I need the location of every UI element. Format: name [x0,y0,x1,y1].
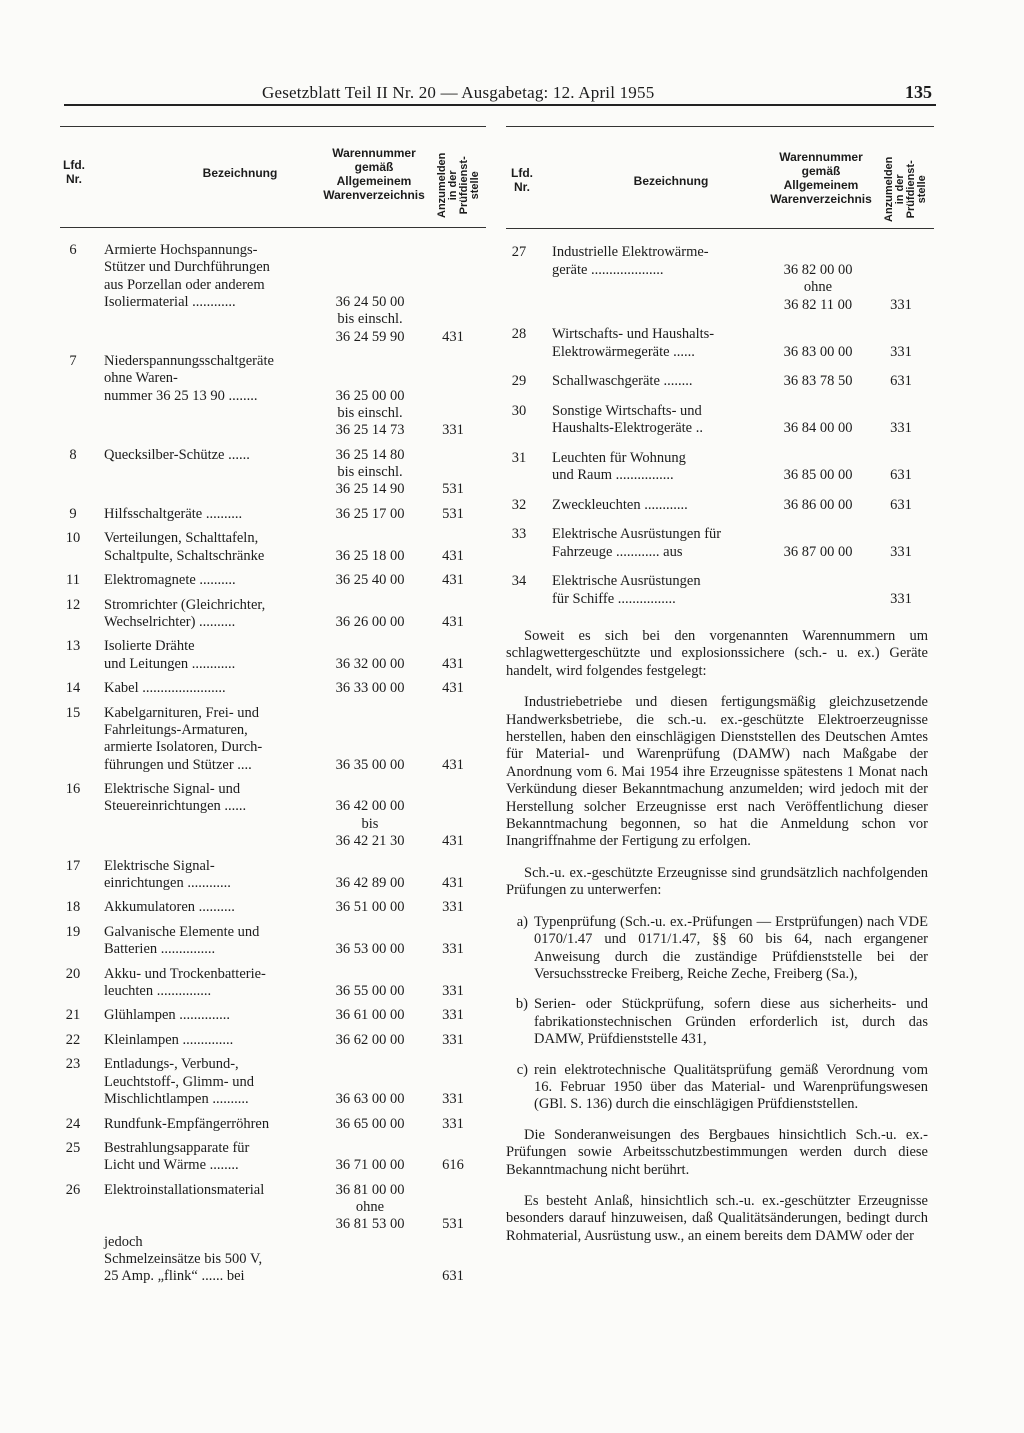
item-designation: Elektrische Signal- [104,857,215,874]
test-office-code: 331 [890,343,912,360]
item-designation: Steuereinrichtungen ...... [104,798,247,815]
item-designation: Akkumulatoren .......... [104,899,235,916]
table-row [60,924,486,959]
commodity-number: 36 82 00 00 [783,261,853,278]
table-row [506,450,934,485]
commodity-number: 36 63 00 00 [335,1090,405,1107]
table-top-rule [60,126,486,127]
item-designation: jedoch [104,1233,143,1250]
row-number: 28 [511,326,527,342]
commodity-number: 36 24 59 90 [335,328,405,345]
table-row [60,1182,486,1286]
header-anzumelden: Anzumelden in der Prüfdienst- stelle [436,152,481,218]
test-office-code: 431 [442,328,464,345]
list-item-label: a) [516,913,528,930]
commodity-number: 36 25 17 00 [335,505,405,522]
commodity-number: 36 33 00 00 [335,680,405,697]
table-row [506,526,934,561]
item-designation: nummer 36 25 13 90 ........ [104,387,258,404]
item-designation: Armierte Hochspannungs- [104,242,258,258]
table-row [60,966,486,1001]
table-row [506,244,934,314]
test-office-code: 431 [442,874,464,891]
paragraph: Soweit es sich bei den vorgenannten Warennummern um schlagwettergeschützte und explosionssichere (sch.- u. ex.) Geräte handelt, wird folgendes festgelegt: [506,628,928,679]
test-office-code: 431 [442,572,464,589]
row-number: 20 [65,965,81,982]
table-header-rule [60,227,486,228]
item-designation: Schaltpulte, Schaltschränke [104,547,265,564]
list-item-text: Serien- oder Stückprüfung, sofern diese aus sicherheits- und fabrikationstechnischen Gründen erforderlich ist, durch das DAMW, Prüfdienststelle 431, [534,996,928,1048]
list-item-label: b) [515,996,528,1013]
commodity-number: 36 42 21 30 [335,832,405,849]
test-office-code: 631 [890,467,912,483]
item-designation: Schallwaschgeräte ........ [552,373,693,389]
commodity-number: 36 83 00 00 [783,343,853,360]
item-designation: Rundfunk-Empfängerröhren [104,1115,270,1132]
test-office-code: 431 [442,680,464,697]
row-number: 24 [65,1115,81,1132]
item-designation: Licht und Wärme ........ [104,1157,239,1174]
test-office-code: 331 [442,1090,464,1107]
paragraph: Es besteht Anlaß, hinsichtlich sch.-u. ex.-geschützter Erzeugnisse besonders darauf hinzuweisen, daß Qualitätsänderungen, bedingt durch Rohmaterial, Ausrüstung usw., an einem bereits dem DAMW oder der [506,1192,928,1244]
commodity-number: 36 87 00 00 [783,543,853,560]
test-office-code: 631 [890,373,912,389]
header-bezeichnung: Bezeichnung [202,166,278,180]
test-office-code: 631 [442,1268,464,1285]
commodity-number: bis einschl. [337,463,403,480]
item-designation: führungen und Stützer .... [104,756,252,773]
table-row [60,1007,486,1024]
test-office-code: 331 [442,422,464,439]
table-row [60,705,486,774]
commodity-number: 36 51 00 00 [335,899,405,916]
table-row [60,781,486,850]
item-designation: für Schiffe ................ [552,590,676,607]
item-designation: Sonstige Wirtschafts- und [552,402,702,419]
test-office-code: 531 [442,505,464,522]
test-office-code: 331 [890,590,912,607]
commodity-number: 36 32 00 00 [335,655,405,672]
test-office-code: 331 [442,1007,464,1024]
commodity-number: 36 82 11 00 [783,296,853,313]
table-row [60,899,486,916]
table-row [60,530,486,565]
row-number: 32 [511,496,527,513]
item-designation: Elektrowärmegeräte ...... [552,343,695,360]
list-item [506,1062,928,1114]
commodity-number: 36 25 14 90 [335,481,405,498]
header-warennummer: Warennummer gemäß Allgemeinem Warenverzeichnis [770,150,872,206]
commodity-number: 36 42 00 00 [335,798,405,815]
row-number: 16 [65,781,81,798]
row-number: 8 [69,446,77,463]
item-designation: Fahrzeuge ............ aus [552,543,683,560]
row-number: 34 [511,573,527,589]
commodity-number: 36 35 00 00 [335,756,405,773]
item-designation: ohne Waren- [104,370,178,387]
item-designation: Verteilungen, Schalttafeln, [104,530,259,547]
item-designation: Leuchtstoff-, Glimm- und [104,1073,254,1090]
list-item-text: rein elektrotechnische Qualitätsprüfung gemäß Verordnung vom 16. Februar 1950 über das Material- und Warenprüfungswesen (GBl. S. 136) durch die einschlägigen Prüfdienststellen. [534,1061,928,1113]
row-number: 17 [65,857,81,874]
item-designation: 25 Amp. „flink“ ...... bei [104,1268,245,1285]
table-row [60,572,486,589]
item-designation: Elektrische Ausrüstungen [552,573,701,589]
commodity-number: 36 86 00 00 [783,496,853,513]
row-number: 11 [66,572,80,589]
item-designation: armierte Isolatoren, Durch- [104,739,263,756]
list-item [506,996,928,1048]
item-designation: Hilfsschaltgeräte .......... [104,505,243,522]
row-number: 18 [65,899,81,916]
header-bezeichnung: Bezeichnung [633,174,709,188]
item-designation: und Leitungen ............ [104,655,236,672]
row-number: 31 [511,449,527,466]
item-designation: Galvanische Elemente und [104,923,260,940]
commodity-number: 36 83 78 50 [783,373,853,389]
test-office-code: 331 [442,941,464,958]
header-rule [64,104,936,106]
item-designation: Glühlampen .............. [104,1007,231,1024]
commodity-number: 36 65 00 00 [335,1115,405,1132]
list-item [506,914,928,984]
table-row [506,403,934,438]
row-number: 33 [511,526,527,542]
row-number: 19 [65,923,81,940]
test-office-code: 331 [442,1115,464,1132]
header-title: Gesetzblatt Teil II Nr. 20 — Ausgabetag: 12. April 1955 [262,83,655,102]
row-number: 22 [65,1031,81,1048]
test-office-code: 331 [442,899,464,916]
item-designation: Isolierte Drähte [104,638,195,655]
item-designation: Kleinlampen .............. [104,1031,234,1048]
item-designation: aus Porzellan oder anderem [104,276,265,293]
table-header-rule [506,228,934,229]
item-designation: Mischlichtlampen .......... [104,1090,249,1107]
header-anzumelden: Anzumelden in der Prüfdienst- stelle [883,156,928,222]
commodity-number: bis einschl. [337,311,403,328]
commodity-number: ohne [355,1199,385,1216]
table-row [60,858,486,893]
item-designation: Akku- und Trockenbatterie- [104,965,266,982]
paragraph: Sch.-u. ex.-geschützte Erzeugnisse sind grundsätzlich nachfolgenden Prüfungen zu unterwerfen: [506,864,928,899]
item-designation: Entladungs-, Verbund-, [104,1056,239,1073]
commodity-number: 36 71 00 00 [335,1157,405,1174]
item-designation: Wechselrichter) .......... [104,613,236,630]
table-top-rule [506,126,934,127]
item-designation: Stützer und Durchführungen [104,259,270,276]
header-lfd-nr: Lfd. Nr. [63,158,85,186]
test-office-code: 631 [890,496,912,513]
row-number: 15 [65,704,81,721]
table-row [60,1116,486,1133]
commodity-number: 36 25 40 00 [335,572,405,589]
table-row [60,1032,486,1049]
table-row [506,373,934,391]
row-number: 29 [511,373,527,389]
test-office-code: 431 [442,613,464,630]
commodity-number: 36 25 14 80 [335,446,405,463]
test-office-code: 331 [890,543,912,560]
test-office-code: 331 [442,982,464,999]
test-office-code: 331 [890,296,912,313]
test-office-code: 331 [442,1031,464,1048]
test-office-code: 616 [442,1157,464,1174]
test-office-code: 331 [890,420,912,436]
item-designation: einrichtungen ............ [104,874,231,891]
row-number: 14 [65,680,81,697]
test-office-code: 431 [442,655,464,672]
table-row [60,353,486,440]
header-lfd-nr: Lfd. Nr. [511,166,533,194]
item-designation: Elektroinstallationsmaterial [104,1181,265,1198]
list-item-text: Typenprüfung (Sch.-u. ex.-Prüfungen — Erstprüfungen) nach VDE 0170/1.47 und 0171/1.47, §§ 60 bis 64, nach ergangener Anweisung durch die zuständige Prüfdienststelle bei der Versuchsstrecke Freiberg, Reiche Zeche, Freiberg (Sa.), [534,913,928,982]
table-row [506,573,934,608]
commodity-number: 36 42 89 00 [335,874,405,891]
table-row [60,1056,486,1108]
item-designation: Elektrische Ausrüstungen für [552,526,722,542]
row-number: 30 [511,402,527,419]
row-number: 27 [511,244,527,260]
list-item-label: c) [516,1061,528,1078]
commodity-number: 36 25 18 00 [335,547,405,564]
test-office-code: 531 [442,481,464,498]
item-designation: Elektrische Signal- und [104,781,241,798]
table-row [60,447,486,499]
item-designation: Leuchten für Wohnung [552,449,686,466]
commodity-number: 36 62 00 00 [335,1031,405,1048]
commodity-number: ohne [803,279,833,295]
commodity-number: 36 61 00 00 [335,1007,405,1024]
commodity-number: 36 85 00 00 [783,467,853,483]
test-office-code: 431 [442,547,464,564]
item-designation: Elektromagnete .......... [104,572,236,589]
commodity-number: 36 55 00 00 [335,982,405,999]
table-row [506,497,934,515]
item-designation: Isoliermaterial ............ [104,293,236,310]
table-row [60,506,486,523]
page-number: 135 [905,82,932,102]
item-designation: Fahrleitungs-Armaturen, [104,721,248,738]
commodity-number: 36 53 00 00 [335,941,405,958]
table-row [60,638,486,673]
commodity-number: 36 81 53 00 [335,1216,405,1233]
item-designation: Haushalts-Elektrogeräte .. [552,420,703,436]
item-designation: Niederspannungsschaltgeräte [104,353,274,369]
commodity-number: 36 26 00 00 [335,613,405,630]
row-number: 25 [65,1140,81,1156]
paragraph: Die Sonderanweisungen des Bergbaues hinsichtlich Sch.-u. ex.-Prüfungen sowie Arbeitsschutzbestimmungen werden durch diese Bekanntmachung nicht berührt. [506,1126,928,1178]
table-row [506,326,934,361]
row-number: 7 [69,353,77,369]
item-designation: Industrielle Elektrowärme- [552,244,709,260]
header-warennummer: Warennummer gemäß Allgemeinem Warenverzeichnis [323,146,425,202]
commodity-number: bis einschl. [337,404,403,421]
item-designation: leuchten ............... [104,982,212,999]
table-row [60,597,486,632]
row-number: 26 [65,1181,81,1198]
item-designation: Schmelzeinsätze bis 500 V, [104,1250,263,1267]
commodity-number: 36 25 00 00 [335,387,405,404]
item-designation: Batterien ............... [104,941,216,958]
test-office-code: 431 [442,756,464,773]
item-designation: Quecksilber-Schütze ...... [104,446,250,463]
row-number: 23 [65,1056,81,1073]
item-designation: Kabel ....................... [104,680,226,697]
commodity-number: 36 24 50 00 [335,293,405,310]
commodity-number: 36 84 00 00 [783,420,853,436]
row-number: 9 [69,505,77,522]
table-row [60,242,486,346]
table-row [60,1140,486,1175]
item-designation: Kabelgarnituren, Frei- und [104,704,260,721]
item-designation: Bestrahlungsapparate für [104,1140,250,1156]
row-number: 6 [69,242,77,258]
body-text [506,628,928,1259]
commodity-number: 36 25 14 73 [335,422,405,439]
item-designation: geräte .................... [552,261,664,278]
row-number: 21 [65,1007,81,1024]
test-office-code: 531 [442,1216,464,1233]
test-office-code: 431 [442,832,464,849]
row-number: 13 [65,638,81,655]
row-number: 12 [65,596,81,613]
table-row [60,680,486,697]
commodity-number: bis [361,815,379,832]
commodity-number: 36 81 00 00 [335,1181,405,1198]
row-number: 10 [65,530,81,547]
item-designation: Wirtschafts- und Haushalts- [552,326,715,342]
item-designation: und Raum ................ [552,467,674,483]
item-designation: Stromrichter (Gleichrichter, [104,596,266,613]
paragraph: Industriebetriebe und diesen fertigungsmäßig gleichzusetzende Handwerksbetriebe, die sch.-u. ex.-geschützte Elektroerzeugnisse herstellen, haben den einschlägigen Dienststellen des Deutschen Amtes für Material- und Warenprüfung (DAMW) nach Maßgabe der Anordnung vom 6. Mai 1954 ihre Erzeugnisse spätestens 1 Monat nach Verkündung dieser Bekanntmachung anzumelden; wird jedoch mit der Herstellung solcher Erzeugnisse erst nach Veröffentlichung dieser Bekanntmachung begonnen, so hat die Anmeldung schon vor Inangriffnahme der Fertigung zu erfolgen. [506,694,928,850]
item-designation: Zweckleuchten ............ [552,496,688,513]
